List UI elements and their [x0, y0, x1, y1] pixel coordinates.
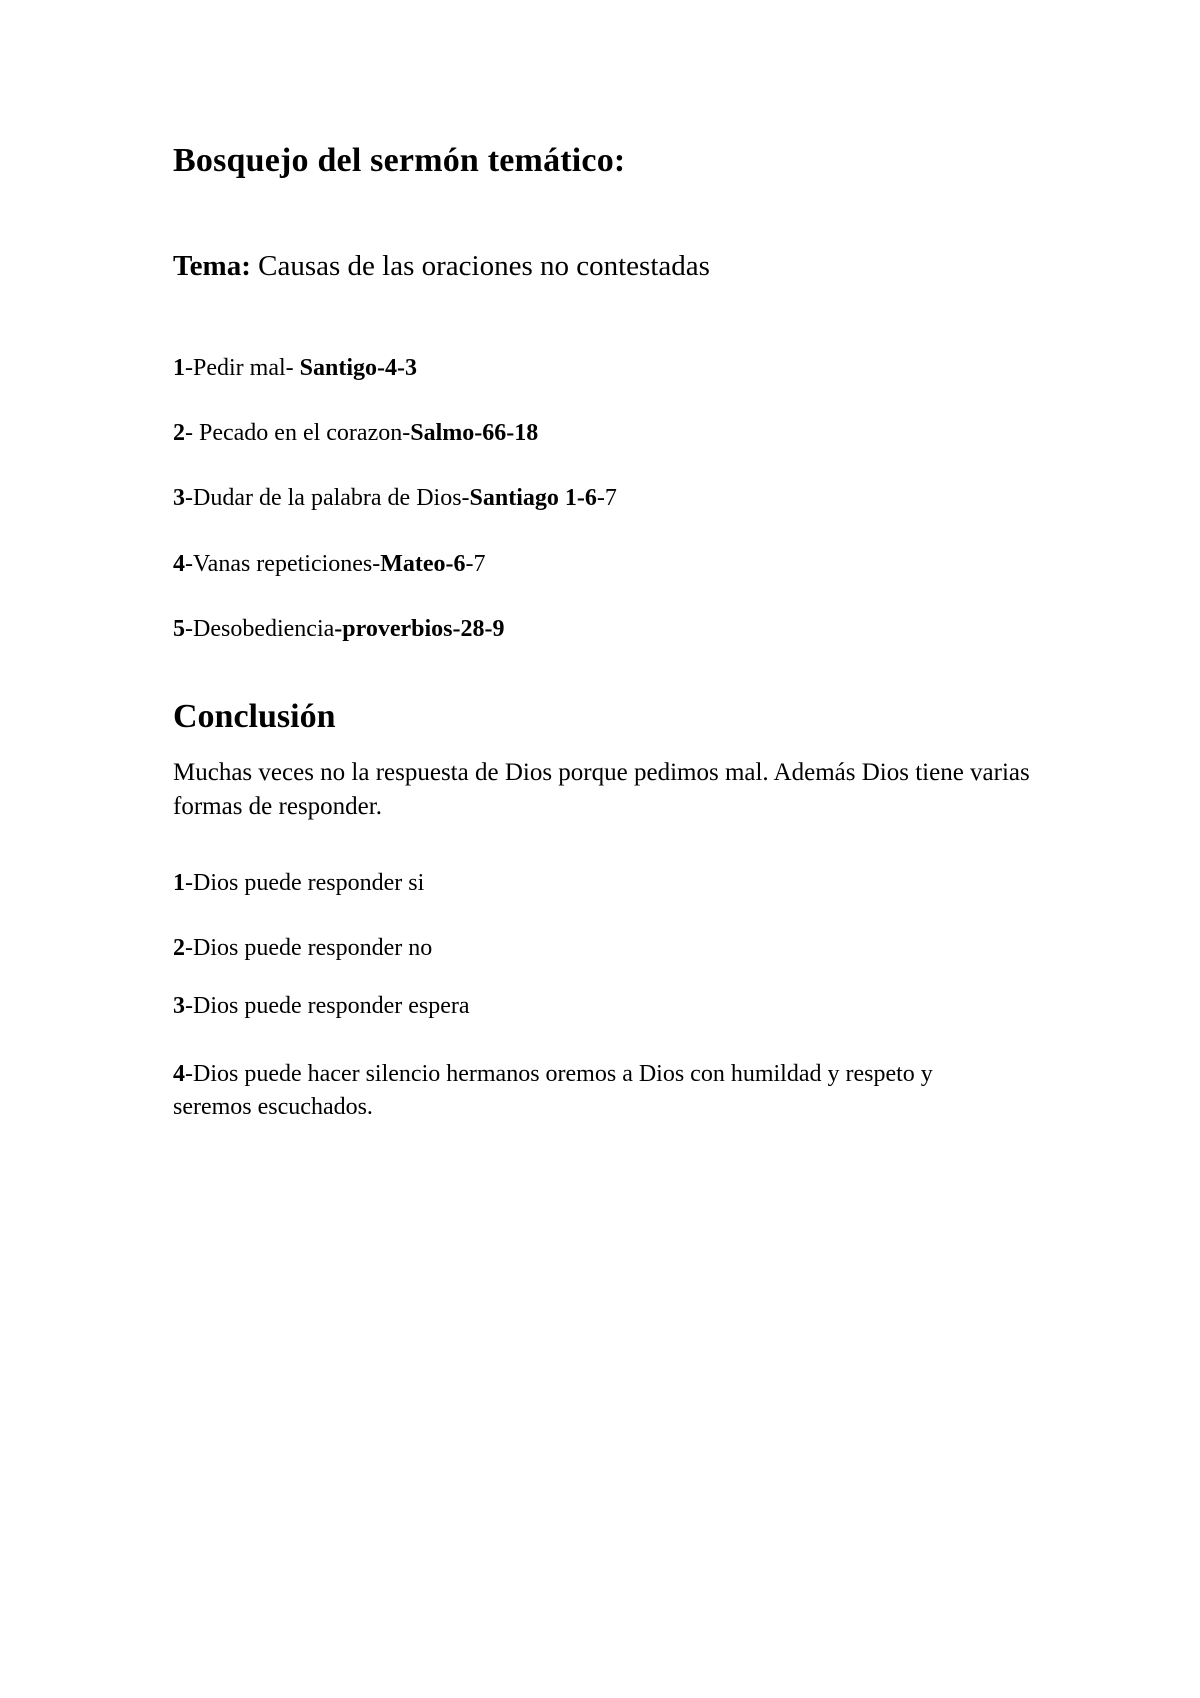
theme-value: Causas de las oraciones no contestadas — [250, 250, 710, 282]
cause-item-2 — [173, 420, 538, 447]
item-number: 4 — [173, 1061, 185, 1087]
bible-reference: Mateo-6 — [380, 551, 466, 577]
item-number: 3 — [173, 993, 185, 1019]
bible-reference: Salmo-66-18 — [410, 420, 539, 446]
answer-item-1 — [173, 870, 424, 897]
answer-item-3 — [173, 993, 470, 1020]
document-title: Bosquejo del sermón temático: — [173, 142, 626, 179]
item-text: -Dios puede responder si — [185, 870, 425, 896]
conclusion-heading: Conclusión — [173, 698, 336, 735]
item-text: -Dios puede hacer silencio hermanos oremos a Dios con humildad y respeto y seremos escuchados. — [173, 1061, 933, 1120]
theme-line — [173, 250, 710, 283]
bible-reference: -proverbios-28-9 — [334, 616, 505, 642]
cause-item-4 — [173, 551, 486, 578]
item-text: -Desobediencia — [185, 616, 335, 642]
cause-item-5 — [173, 616, 504, 643]
bible-reference-tail: -7 — [596, 485, 617, 511]
item-number: 5 — [173, 616, 185, 642]
bible-reference: Santiago 1-6 — [469, 485, 597, 511]
item-text: -Pedir mal- — [185, 355, 300, 381]
item-number: 2 — [173, 935, 185, 961]
item-number: 1 — [173, 355, 185, 381]
answer-item-4 — [173, 1058, 973, 1124]
item-number: 4 — [173, 551, 185, 577]
item-text: - Pecado en el corazon- — [185, 420, 411, 446]
bible-reference: Santigo-4-3 — [299, 355, 417, 381]
item-text: -Dios puede responder no — [185, 935, 433, 961]
cause-item-1 — [173, 355, 417, 382]
item-text: -Vanas repeticiones- — [185, 551, 381, 577]
bible-reference-tail: -7 — [465, 551, 486, 577]
item-text: -Dios puede responder espera — [185, 993, 470, 1019]
theme-label: Tema: — [173, 250, 251, 282]
item-text: -Dudar de la palabra de Dios- — [185, 485, 470, 511]
item-number: 1 — [173, 870, 185, 896]
cause-item-3 — [173, 485, 617, 512]
item-number: 3 — [173, 485, 185, 511]
item-number: 2 — [173, 420, 185, 446]
answer-item-2 — [173, 935, 432, 962]
conclusion-paragraph: Muchas veces no la respuesta de Dios porque pedimos mal. Además Dios tiene varias formas de responder. — [173, 759, 1030, 820]
